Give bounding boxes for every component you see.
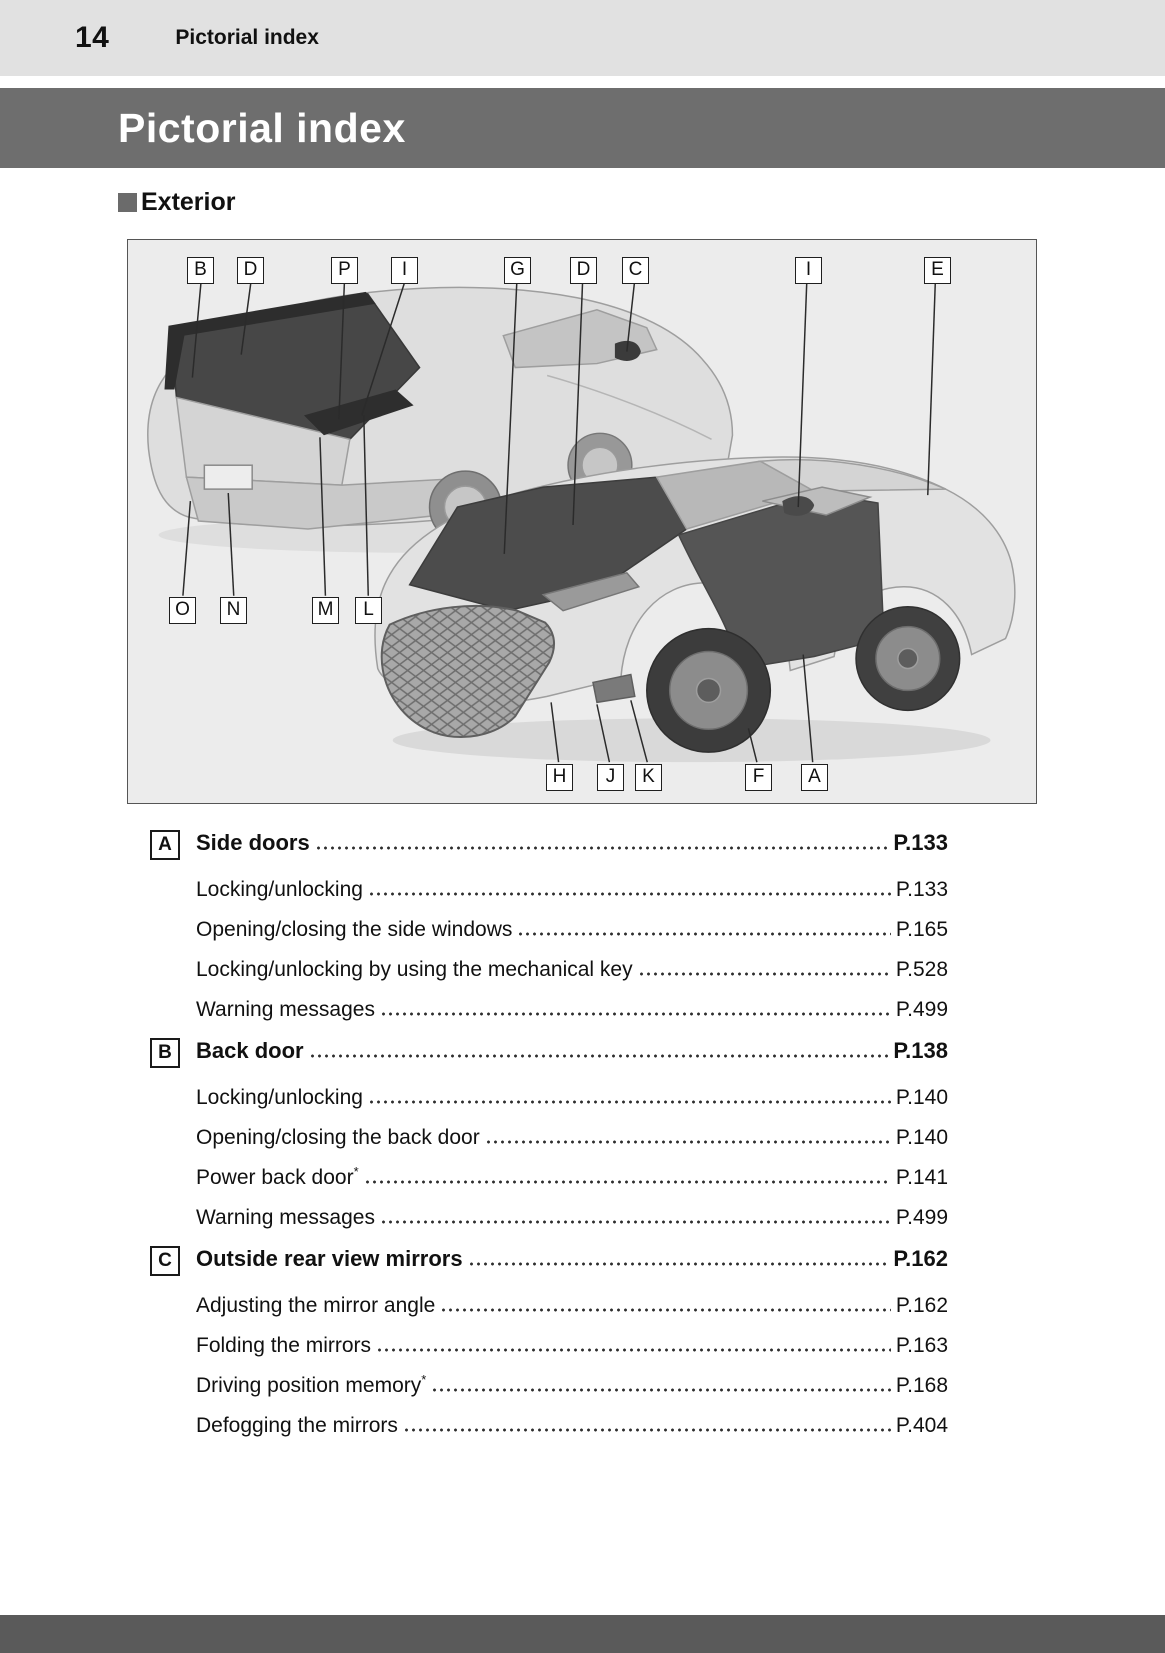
- index-item-row: [150, 1294, 948, 1318]
- index-item-text: Defogging the mirrors: [196, 1414, 398, 1437]
- index-item-page: P.162: [895, 1294, 948, 1317]
- index-item-page: P.165: [895, 918, 948, 941]
- dot-leader: [468, 1262, 889, 1266]
- index-item-label: [196, 1414, 398, 1438]
- index-section-page: P.162: [893, 1246, 948, 1271]
- diagram-callout: O: [169, 597, 196, 624]
- footnote-asterisk: *: [353, 1164, 359, 1179]
- index-item-page: P.499: [895, 998, 948, 1021]
- index-item-page: P.528: [895, 958, 948, 981]
- index-item-page: P.141: [895, 1166, 948, 1189]
- dot-leader: [315, 846, 889, 850]
- index-item-label: [196, 1334, 371, 1358]
- diagram-callout: D: [237, 257, 264, 284]
- index-list: [150, 830, 948, 1438]
- index-item-row: [150, 1206, 948, 1230]
- diagram-callout: P: [331, 257, 358, 284]
- diagram-callout: J: [597, 764, 624, 791]
- dot-leader: [440, 1308, 891, 1312]
- index-item-text: Warning messages: [196, 1206, 375, 1229]
- index-item-text: Power back door: [196, 1166, 354, 1189]
- index-item-row: [150, 1374, 948, 1398]
- diagram-callout: M: [312, 597, 339, 624]
- index-item-text: Opening/closing the back door: [196, 1126, 480, 1149]
- index-item-row: [150, 1126, 948, 1150]
- diagram-callout: F: [745, 764, 772, 791]
- section-letter-badge: C: [150, 1246, 180, 1276]
- chapter-banner: [0, 88, 1165, 168]
- dot-leader: [368, 1100, 891, 1104]
- footer-bar: [0, 1615, 1165, 1653]
- dot-leader: [431, 1388, 891, 1392]
- page-number: 14: [75, 21, 110, 54]
- dot-leader: [368, 892, 891, 896]
- index-item-row: [150, 1414, 948, 1438]
- index-section-title: Side doors: [196, 830, 310, 855]
- index-item-text: Adjusting the mirror angle: [196, 1294, 436, 1317]
- index-item-row: [150, 1086, 948, 1110]
- index-item-row: [150, 1166, 948, 1190]
- chapter-title: Pictorial index: [118, 104, 406, 151]
- diagram-callout: N: [220, 597, 247, 624]
- index-item-page: P.168: [895, 1374, 948, 1397]
- index-item-text: Warning messages: [196, 998, 375, 1021]
- section-heading: [118, 188, 1165, 217]
- section-square-bullet: [118, 193, 137, 212]
- index-item-page: P.133: [895, 878, 948, 901]
- diagram-callout: G: [504, 257, 531, 284]
- index-item-row: [150, 998, 948, 1022]
- index-item-label: [196, 1294, 435, 1318]
- dot-leader: [403, 1428, 891, 1432]
- dot-leader: [485, 1140, 891, 1144]
- index-item-label: [196, 1126, 480, 1150]
- index-item-text: Locking/unlocking by using the mechanical key: [196, 958, 633, 981]
- index-section-title: Outside rear view mirrors: [196, 1246, 463, 1271]
- dot-leader: [517, 932, 890, 936]
- dot-leader: [364, 1180, 891, 1184]
- exterior-diagram: [127, 239, 1037, 804]
- index-item-page: P.404: [895, 1414, 948, 1437]
- index-section-row: [150, 1246, 948, 1276]
- diagram-callout: C: [622, 257, 649, 284]
- index-item-text: Folding the mirrors: [196, 1334, 372, 1357]
- index-item-label: [196, 1086, 363, 1110]
- dot-leader: [380, 1220, 891, 1224]
- index-item-label: [196, 878, 363, 902]
- index-section-row: [150, 830, 948, 860]
- index-item-row: [150, 1334, 948, 1358]
- footnote-asterisk: *: [421, 1372, 427, 1387]
- index-section-row: [150, 1038, 948, 1068]
- dot-leader: [380, 1012, 891, 1016]
- index-item-label: [196, 918, 512, 942]
- index-section-title: Back door: [196, 1038, 304, 1063]
- index-section-page: P.133: [893, 830, 948, 855]
- index-item-row: [150, 878, 948, 902]
- section-letter-badge: B: [150, 1038, 180, 1068]
- diagram-callout: L: [355, 597, 382, 624]
- index-item-page: P.140: [895, 1086, 948, 1109]
- index-item-label: [196, 958, 633, 982]
- running-header-title: Pictorial index: [175, 26, 319, 49]
- dot-leader: [376, 1348, 891, 1352]
- section-letter-badge: A: [150, 830, 180, 860]
- diagram-callout: B: [187, 257, 214, 284]
- diagram-callout: H: [546, 764, 573, 791]
- index-section-page: P.138: [893, 1038, 948, 1063]
- dot-leader: [309, 1054, 889, 1058]
- index-item-text: Locking/unlocking: [196, 878, 363, 901]
- diagram-callout: I: [795, 257, 822, 284]
- index-item-page: P.499: [895, 1206, 948, 1229]
- index-item-label: [196, 1374, 426, 1398]
- index-item-text: Opening/closing the side windows: [196, 918, 513, 941]
- index-item-page: P.163: [895, 1334, 948, 1357]
- section-title: Exterior: [141, 188, 236, 216]
- index-item-label: [196, 998, 375, 1022]
- diagram-callout: I: [391, 257, 418, 284]
- diagram-callout: D: [570, 257, 597, 284]
- diagram-callout: K: [635, 764, 662, 791]
- index-item-row: [150, 958, 948, 982]
- diagram-callout: A: [801, 764, 828, 791]
- index-item-text: Locking/unlocking: [196, 1086, 363, 1109]
- dot-leader: [638, 972, 891, 976]
- running-header: [0, 0, 1165, 76]
- index-item-label: [196, 1206, 375, 1230]
- index-item-row: [150, 918, 948, 942]
- index-item-label: [196, 1166, 359, 1190]
- diagram-callout: E: [924, 257, 951, 284]
- index-item-page: P.140: [895, 1126, 948, 1149]
- vehicle-illustration: [128, 240, 1036, 803]
- index-item-text: Driving position memory: [196, 1374, 422, 1397]
